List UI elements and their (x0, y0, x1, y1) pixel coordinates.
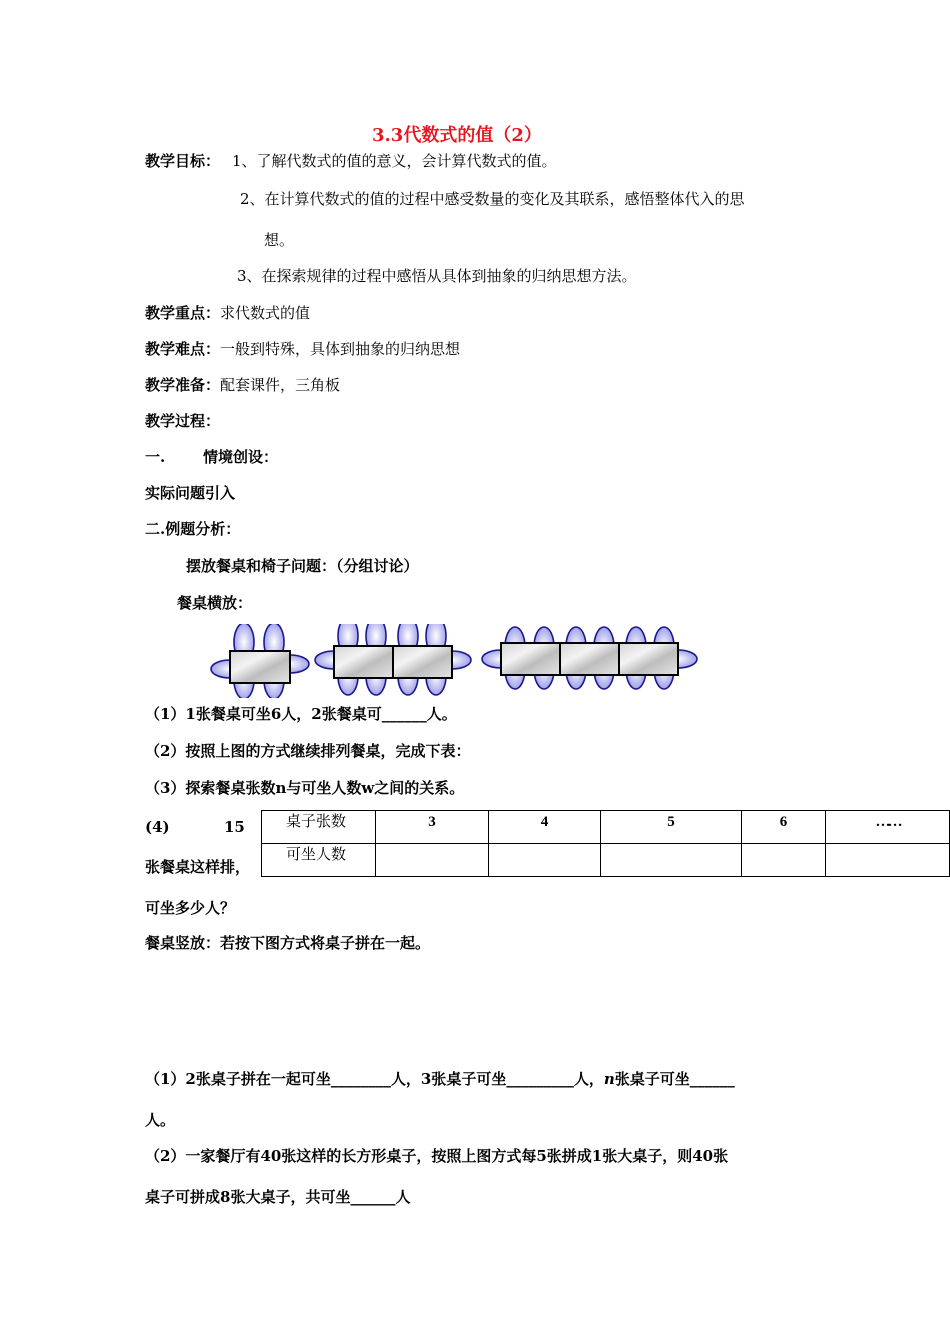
process-label: 教学过程： (145, 412, 221, 430)
table-row (262, 844, 950, 877)
preparation (145, 375, 340, 395)
difficulty (145, 339, 460, 359)
objective-2-cont: 想。 (264, 231, 295, 249)
vq1-n: n (603, 1070, 615, 1088)
vq1-part1: （1）2张桌子拼在一起可坐________人，3张桌子可坐_________人， (145, 1070, 604, 1088)
objective-2: 2、在计算代数式的值的过程中感受数量的变化及其联系，感悟整体代入的思 (240, 190, 745, 208)
table-group-3 (482, 627, 697, 689)
vertical-question-2: （2）一家餐厅有40张这样的长方形桌子，按照上图方式每5张拼成1张大桌子，则40张 (145, 1147, 729, 1165)
section1-num: 一. (145, 448, 166, 466)
key-point-label: 教学重点： (145, 304, 221, 322)
table-group-2 (315, 624, 471, 695)
objectives-label: 教学目标： (145, 152, 221, 170)
table-count-cell: …… (826, 811, 950, 844)
table-row2-label: 可坐人数 (262, 844, 376, 877)
table-group-1 (211, 624, 309, 698)
question-4-line3: 可坐多少人？ (145, 899, 236, 917)
key-point (145, 303, 310, 323)
table-empty-cell[interactable] (826, 844, 950, 877)
section1-title: 情境创设： (203, 448, 279, 466)
question-4-num: (4) (145, 818, 170, 836)
question-4-line2: 张餐桌这样排， (145, 858, 251, 876)
table-icon (230, 651, 290, 683)
table-empty-cell[interactable] (489, 844, 601, 877)
table-count-cell: 5 (601, 811, 742, 844)
table-icon (501, 643, 560, 675)
problem-title: 摆放餐桌和椅子问题：（分组讨论） (186, 557, 419, 575)
key-point-text: 求代数式的值 (220, 304, 311, 322)
intro-text: 实际问题引入 (145, 484, 236, 502)
preparation-label: 教学准备： (145, 376, 221, 394)
table-icon (334, 646, 393, 678)
vertical-question-1 (145, 1069, 735, 1089)
section2-title: 二.例题分析： (145, 520, 241, 538)
page-title: 3.3代数式的值（2） (372, 125, 542, 146)
question-1: （1）1张餐桌可坐6人，2张餐桌可______人。 (145, 705, 457, 723)
table-icon (619, 643, 678, 675)
vertical-question-1-line2: 人。 (145, 1111, 176, 1129)
table-row1-label: 桌子张数 (262, 811, 376, 844)
vertical-question-2-line2: 桌子可拼成8张大桌子，共可坐______人 (145, 1188, 411, 1206)
table-count-cell: 3 (376, 811, 489, 844)
question-3: （3）探索餐桌张数n与可坐人数w之间的关系。 (145, 779, 465, 797)
table-count-cell: 4 (489, 811, 601, 844)
table-empty-cell[interactable] (601, 844, 742, 877)
table-icon (393, 646, 452, 678)
horizontal-label: 餐桌横放： (177, 594, 253, 612)
difficulty-label: 教学难点： (145, 340, 221, 358)
table-row (262, 811, 950, 844)
question-4-value: 15 (224, 818, 245, 836)
objective-3: 3、在探索规律的过程中感悟从具体到抽象的归纳思想方法。 (237, 267, 637, 285)
difficulty-text: 一般到特殊，具体到抽象的归纳思想 (220, 340, 461, 358)
table-empty-cell[interactable] (376, 844, 489, 877)
table-count-cell: 6 (742, 811, 826, 844)
question-2: （2）按照上图的方式继续排列餐桌，完成下表： (145, 742, 471, 760)
table-icon (560, 643, 619, 675)
vertical-label: 餐桌竖放：若按下图方式将桌子拼在一起。 (145, 934, 431, 952)
table-arrangement-figure (208, 624, 702, 698)
table-empty-cell[interactable] (742, 844, 826, 877)
vq1-part2: 张桌子可坐______ (614, 1070, 735, 1088)
preparation-text: 配套课件，三角板 (220, 376, 341, 394)
objective-1: 1、了解代数式的值的意义，会计算代数式的值。 (232, 152, 557, 170)
seating-table (261, 810, 950, 877)
